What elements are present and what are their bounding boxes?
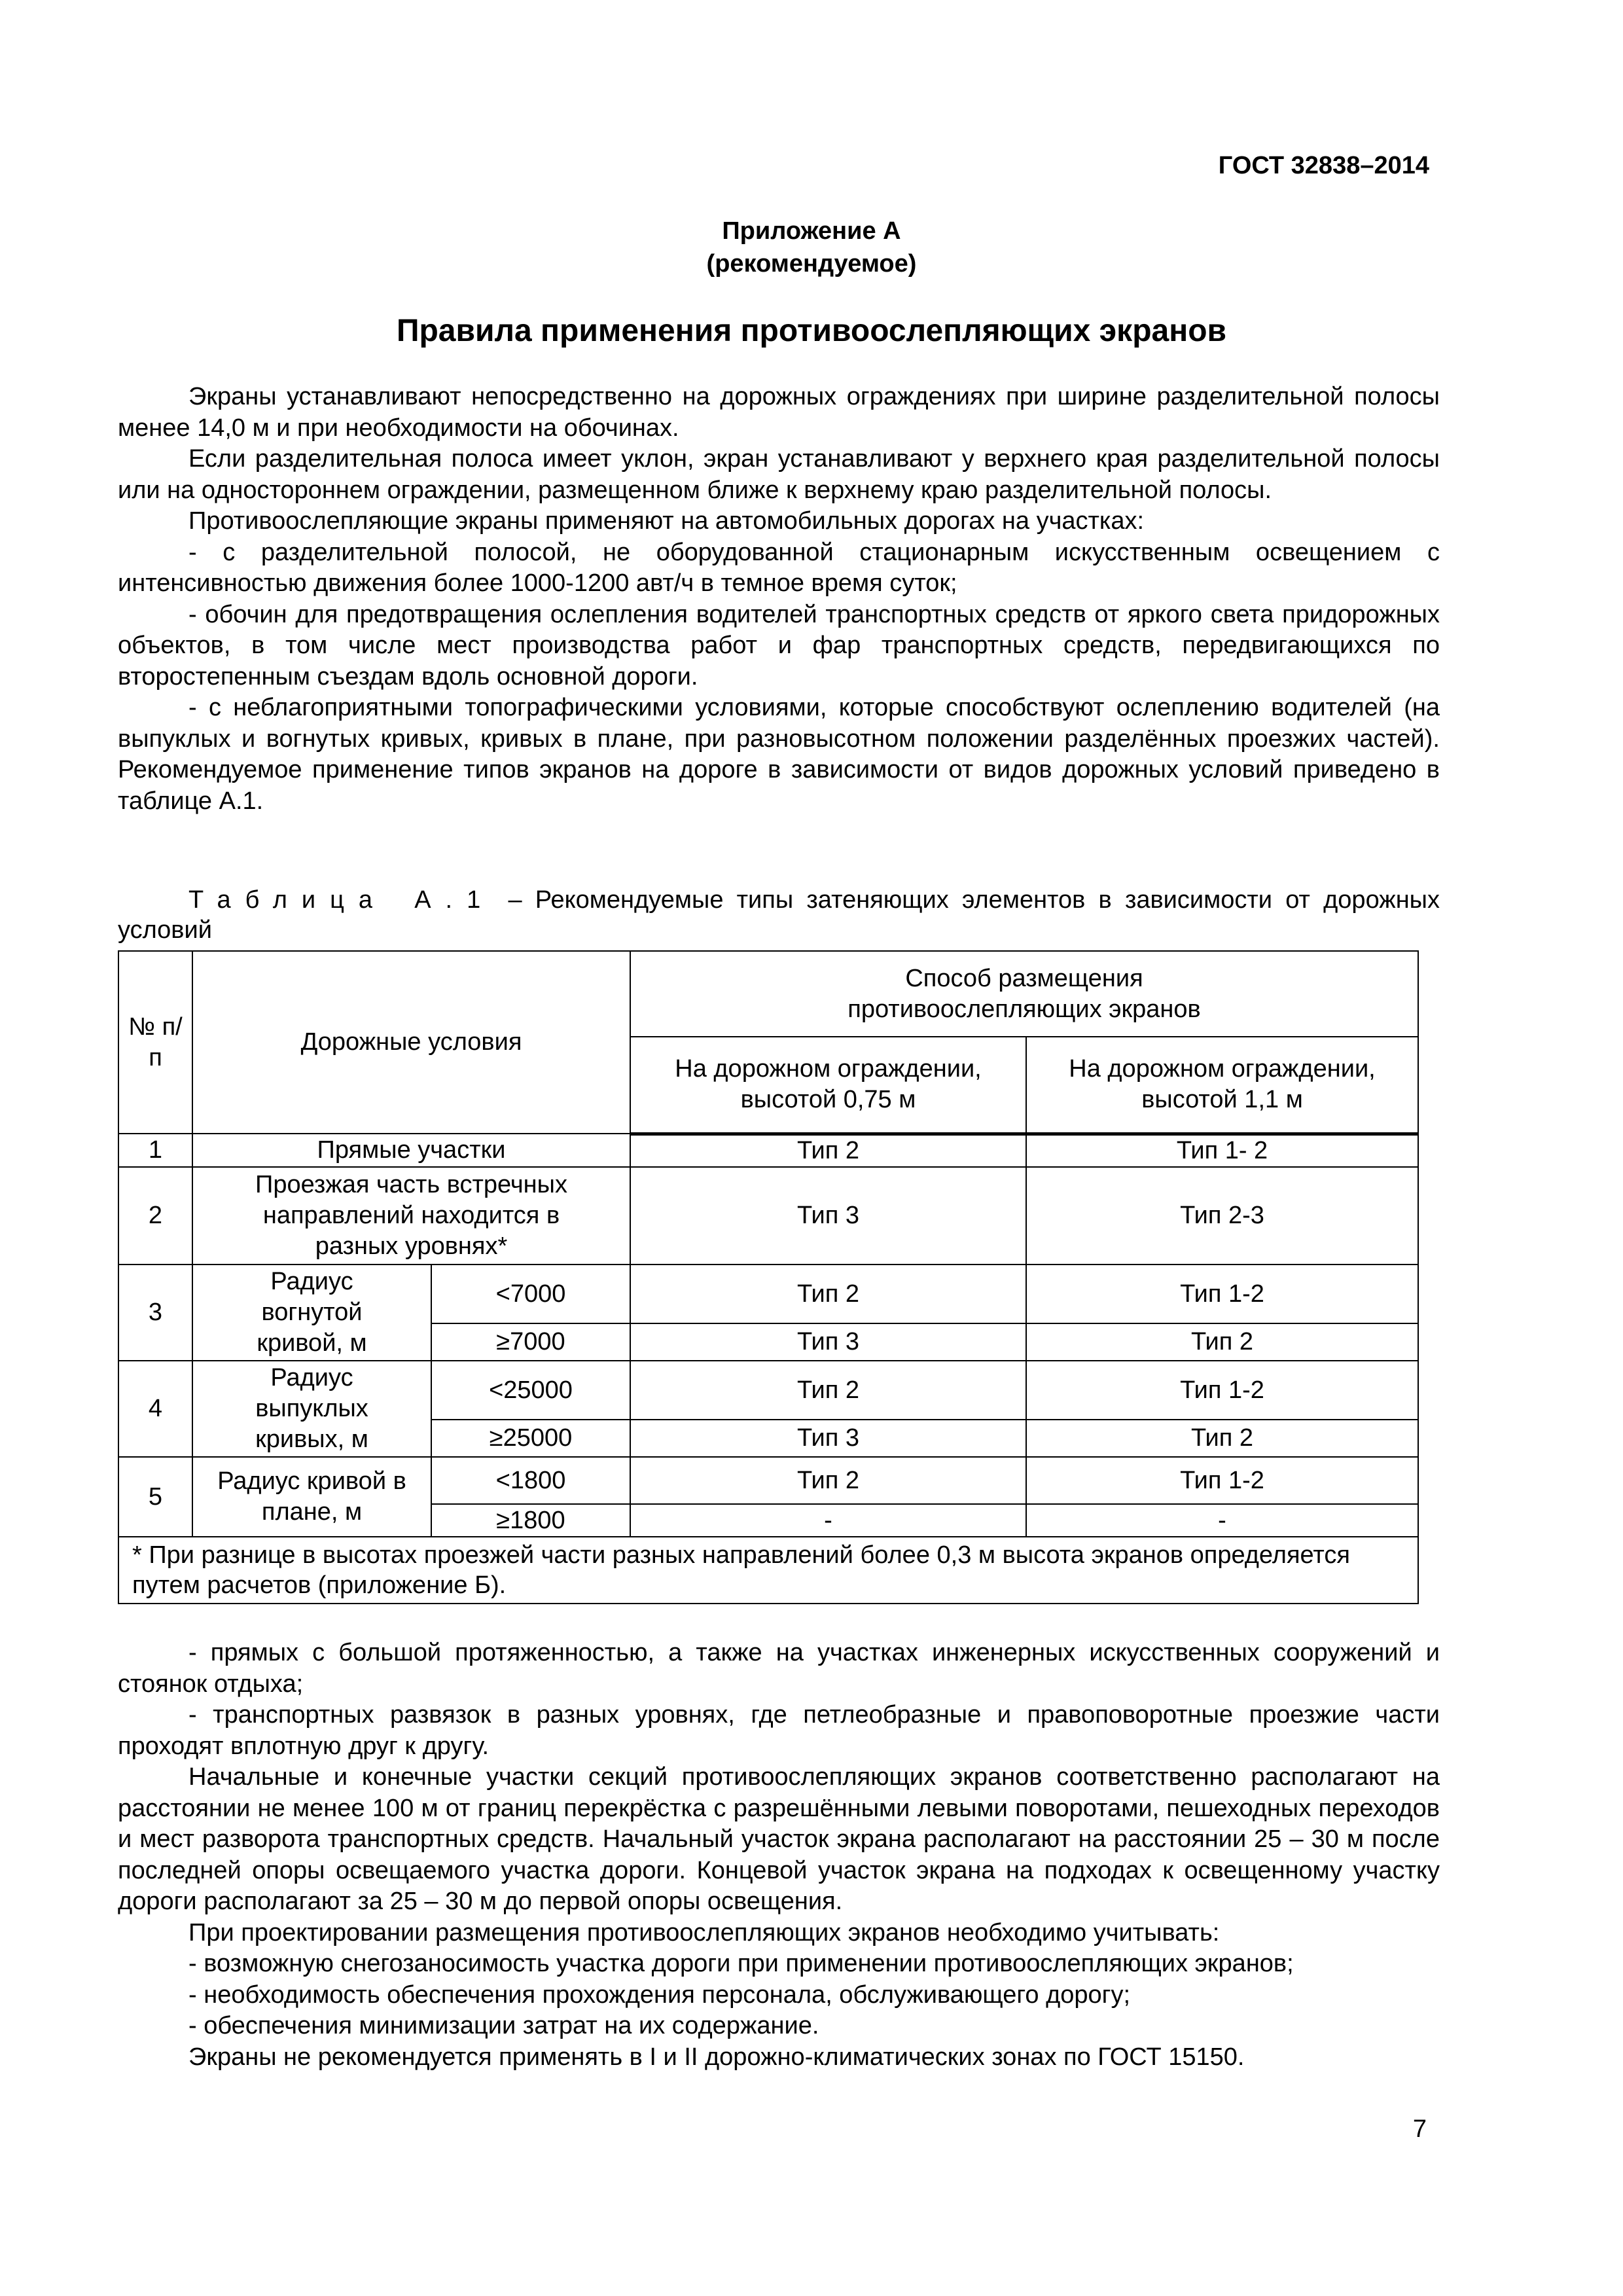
table-header-row — [118, 951, 1418, 1037]
table-row — [118, 1265, 1418, 1323]
outro-text — [118, 1638, 1440, 2073]
paragraph: Начальные и конечные участки секций противоослепляющих экранов соответственно располагают на расстоянии не менее 100 м от границ перекрёстка с разрешёнными левыми поворотами, пешеходных переходов и мест разворота транспортных средств. Начальный участок экрана располагают на расстоянии 25 – 30 м после последней опоры освещаемого участка дороги. Концевой участок экрана на подходах к освещенному участку дороги располагают за 25 – 30 м до первой опоры освещения. — [118, 1763, 1440, 1915]
row-num: 2 — [118, 1167, 192, 1265]
row-condition: Проезжая часть встречных направлений находится в разных уровнях* — [192, 1167, 630, 1265]
row-type-11: - — [1026, 1504, 1418, 1537]
row-range-value: ≥25000 — [431, 1420, 630, 1457]
paragraph: - необходимость обеспечения прохождения персонала, обслуживающего дорогу; — [188, 1981, 1131, 2009]
header-height-075: На дорожном ограждении, высотой 0,75 м — [630, 1037, 1026, 1134]
header-num: № п/п — [118, 951, 192, 1134]
page-number: 7 — [1412, 2115, 1427, 2143]
paragraph: При проектировании размещения противоослепляющих экранов необходимо учитывать: — [188, 1918, 1220, 1946]
row-condition: Радиус выпуклых кривых, м — [192, 1361, 431, 1457]
paragraph: - обеспечения минимизации затрат на их содержание. — [188, 2012, 819, 2039]
table-row — [118, 1361, 1418, 1420]
row-range-value: <25000 — [431, 1361, 630, 1420]
row-type-11: Тип 1-2 — [1026, 1265, 1418, 1323]
row-condition: Радиус кривой в плане, м — [192, 1457, 431, 1537]
row-type-075: Тип 2 — [630, 1134, 1026, 1167]
row-condition: Прямые участки — [192, 1134, 630, 1167]
row-range-value: ≥7000 — [431, 1323, 630, 1361]
table-caption-label: Таблица А.1 — [188, 886, 495, 914]
paragraph: Экраны не рекомендуется применять в I и II дорожно-климатических зонах по ГОСТ 15150. — [188, 2043, 1245, 2071]
recommendation-table — [118, 950, 1419, 1604]
row-type-11: Тип 2 — [1026, 1323, 1418, 1361]
intro-text — [118, 382, 1440, 817]
row-type-11: Тип 1- 2 — [1026, 1134, 1418, 1167]
table-row — [118, 1134, 1418, 1167]
row-num: 3 — [118, 1265, 192, 1361]
paragraph: - возможную снегозаносимость участка дороги при применении противоослепляющих экранов; — [188, 1950, 1294, 1977]
row-type-075: Тип 3 — [630, 1323, 1026, 1361]
row-type-11: Тип 2 — [1026, 1420, 1418, 1457]
row-range-value: ≥1800 — [431, 1504, 630, 1537]
header-conditions: Дорожные условия — [192, 951, 630, 1134]
paragraph: - обочин для предотвращения ослепления водителей транспортных средств от яркого света придорожных объектов, в том числе мест производства работ и фар транспортных средств, передвигающихся по второстепенным съездам вдоль основной дороги. — [118, 600, 1440, 691]
row-type-075: Тип 2 — [630, 1265, 1026, 1323]
row-type-11: Тип 1-2 — [1026, 1457, 1418, 1504]
appendix-label: Приложение А — [722, 217, 901, 245]
appendix-status: (рекомендуемое) — [706, 250, 917, 278]
header-method: Способ размещения противоослепляющих экранов — [630, 951, 1418, 1037]
table-row — [118, 1167, 1418, 1265]
row-condition: Радиус вогнутой кривой, м — [192, 1265, 431, 1361]
table-footnote: * При разнице в высотах проезжей части разных направлений более 0,3 м высота экранов определяется путем расчетов (приложение Б). — [118, 1537, 1418, 1604]
row-type-075: Тип 3 — [630, 1167, 1026, 1265]
row-num: 1 — [118, 1134, 192, 1167]
paragraph: Если разделительная полоса имеет уклон, экран устанавливают у верхнего края разделительной полосы или на одностороннем ограждении, размещенном ближе к верхнему краю разделительной полосы. — [118, 445, 1440, 504]
paragraph: Противоослепляющие экраны применяют на автомобильных дорогах на участках: — [188, 507, 1145, 535]
row-type-075: - — [630, 1504, 1026, 1537]
header-height-11: На дорожном ограждении, высотой 1,1 м — [1026, 1037, 1418, 1134]
document-code: ГОСТ 32838–2014 — [1218, 152, 1429, 179]
paragraph: - прямых с большой протяженностью, а также на участках инженерных искусственных сооружений и стоянок отдыха; — [118, 1639, 1440, 1698]
paragraph: - с неблагоприятными топографическими условиями, которые способствуют ослеплению водителей (на выпуклых и вогнутых кривых, кривых в плане, при разновысотном положении разделённых проезжих частей). Рекомендуемое применение типов экранов на дороге в зависимости от видов дорожных условий приведено в таблице А.1. — [118, 694, 1440, 815]
row-num: 4 — [118, 1361, 192, 1457]
paragraph: - с разделительной полосой, не оборудованной стационарным искусственным освещением с интенсивностью движения более 1000-1200 авт/ч в темное время суток; — [118, 538, 1440, 597]
row-type-11: Тип 2-3 — [1026, 1167, 1418, 1265]
paragraph: - транспортных развязок в разных уровнях, где петлеобразные и правоповоротные проезжие части проходят вплотную друг к другу. — [118, 1701, 1440, 1760]
row-type-075: Тип 2 — [630, 1361, 1026, 1420]
row-num: 5 — [118, 1457, 192, 1537]
row-type-075: Тип 2 — [630, 1457, 1026, 1504]
table-footnote-row — [118, 1537, 1418, 1604]
table-row — [118, 1457, 1418, 1504]
row-range-value: <1800 — [431, 1457, 630, 1504]
paragraph: Экраны устанавливают непосредственно на дорожных ограждениях при ширине разделительной полосы менее 14,0 м и при необходимости на обочинах. — [118, 383, 1440, 442]
page-title: Правила применения противоослепляющих экранов — [396, 314, 1227, 348]
row-type-075: Тип 3 — [630, 1420, 1026, 1457]
row-type-11: Тип 1-2 — [1026, 1361, 1418, 1420]
table-caption — [118, 885, 1440, 945]
row-range-value: <7000 — [431, 1265, 630, 1323]
table-caption-text: – Рекомендуемые типы затеняющих элементов в зависимости от дорожных условий — [118, 886, 1440, 944]
